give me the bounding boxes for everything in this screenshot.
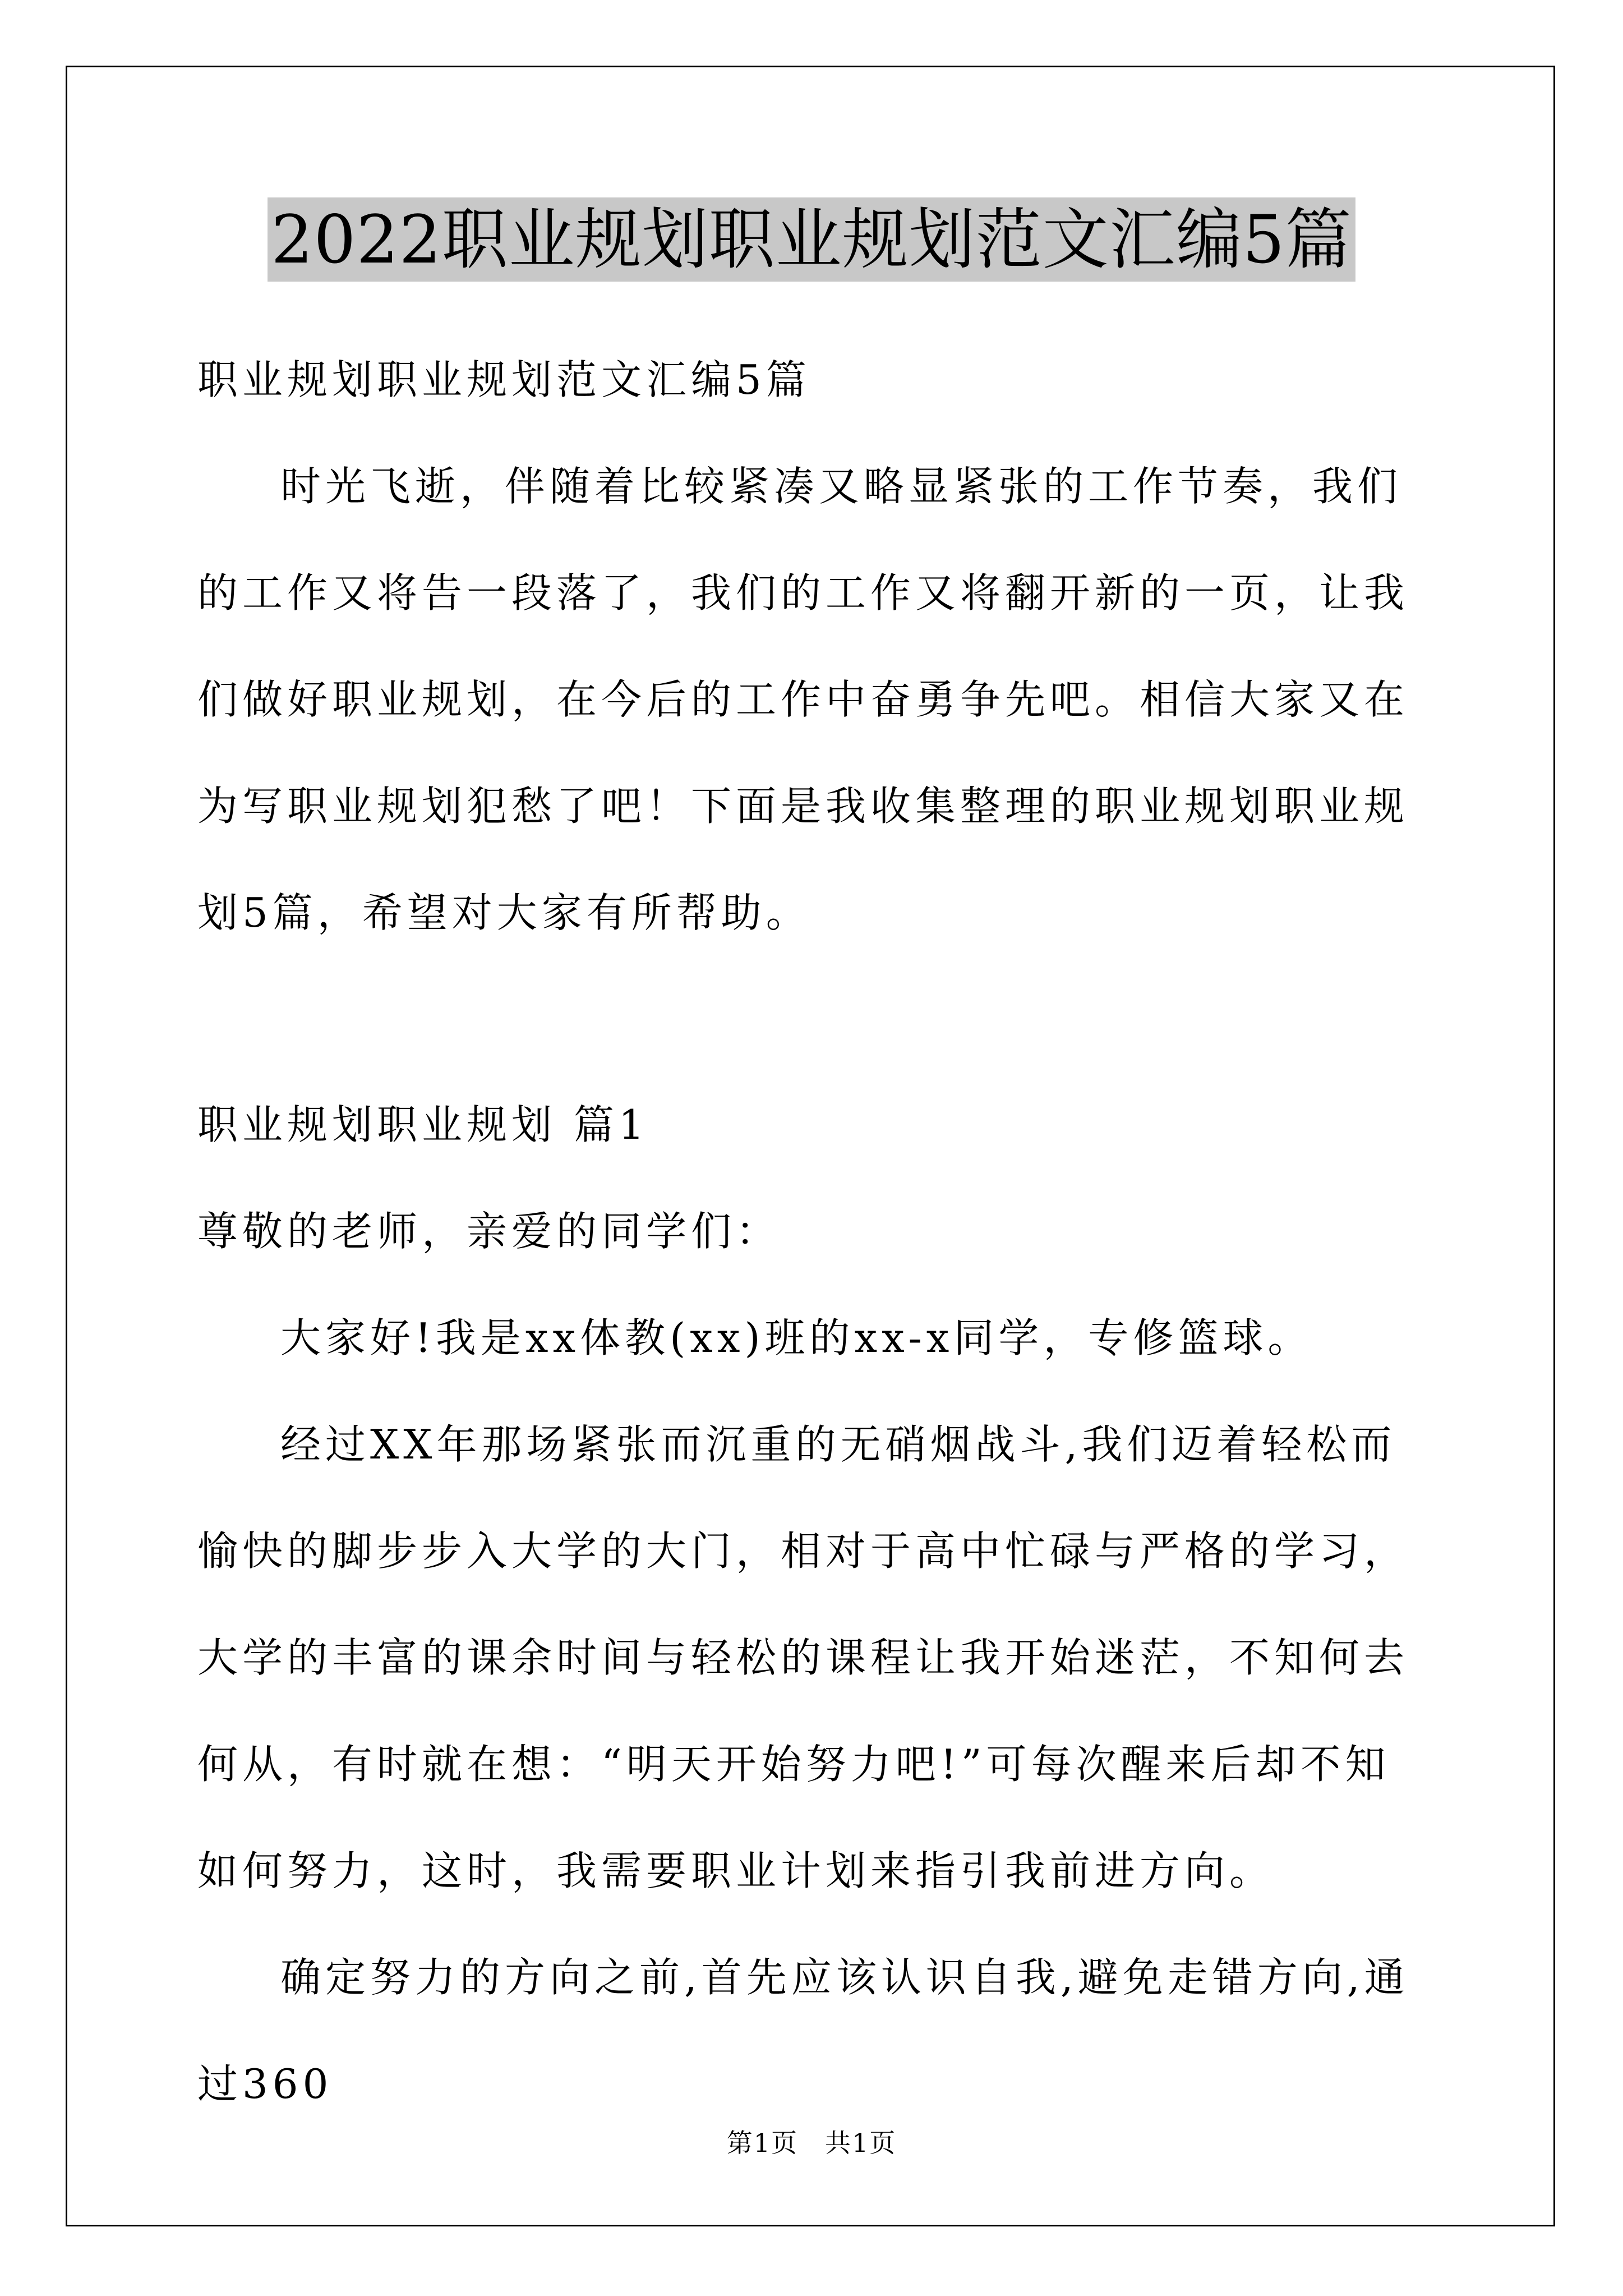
intro-paragraph: 时光飞逝，伴随着比较紧凑又略显紧张的工作节奏，我们的工作又将告一段落了，我们的工作又将翻开新的一页，让我们做好职业规划，在今后的工作中奋勇争先吧。相信大家又在为写职业规划犯愁了吧！下面是我收集整理的职业规划职业规划5篇，希望对大家有所帮助。 (197, 463, 1409, 936)
title-container (0, 197, 1623, 282)
paragraph-3: 确定努力的方向之前,首先应该认识自我,避免走错方向,通过360 (197, 1954, 1409, 2108)
paragraph-2: 经过XX年那场紧张而沉重的无硝烟战斗,我们迈着轻松而愉快的脚步步入大学的大门，相对于高中忙碌与严格的学习，大学的丰富的课余时间与轻松的课程让我开始迷茫，不知何去何从，有时就在想：“明天开始努力吧!”可每次醒来后却不知如何努力，这时，我需要职业计划来指引我前进方向。 (197, 1421, 1409, 1894)
salutation: 尊敬的老师，亲爱的同学们： (197, 1208, 781, 1255)
paragraph-1: 大家好!我是xx体教(xx)班的xx-x同学，专修篮球。 (280, 1314, 1313, 1361)
page-footer: 第1页 共1页 (726, 2128, 897, 2158)
section-heading: 职业规划职业规划 篇1 (197, 1101, 649, 1148)
document-subtitle: 职业规划职业规划范文汇编5篇 (197, 356, 811, 403)
document-title: 2022职业规划职业规划范文汇编5篇 (268, 197, 1355, 282)
